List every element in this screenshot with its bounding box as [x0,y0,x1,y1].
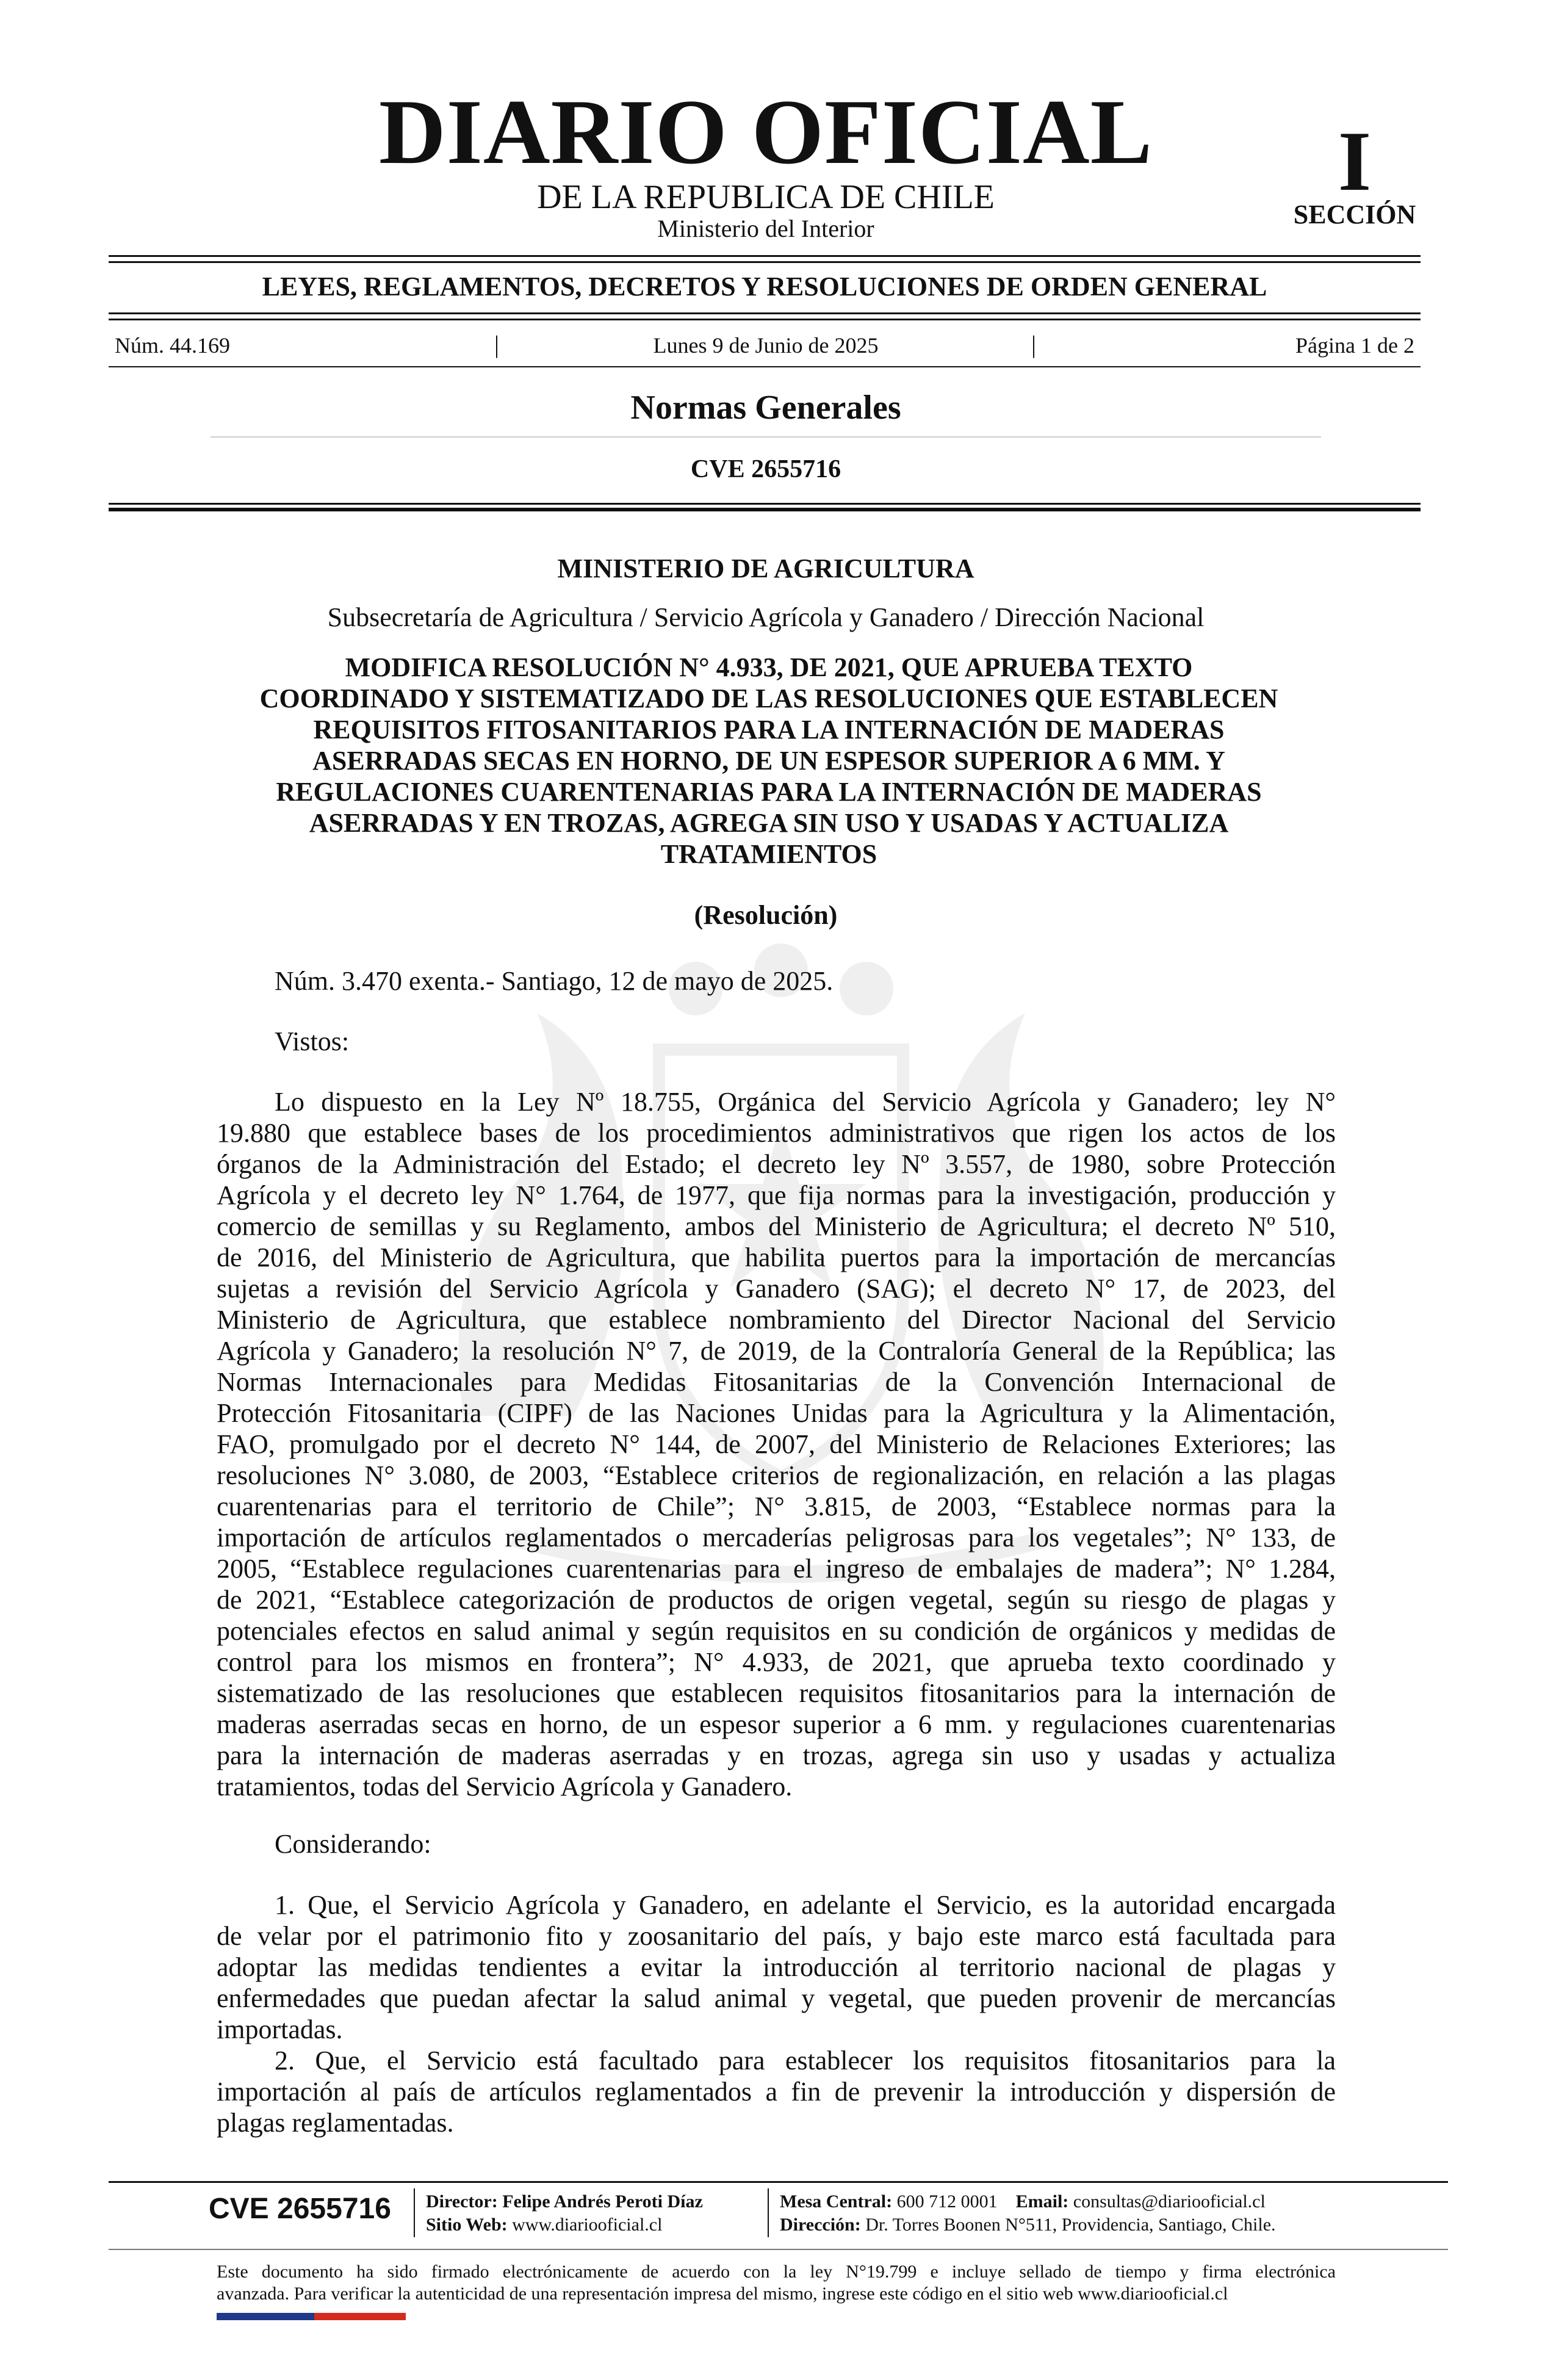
text-line: importación al país de artículos reglamentados a fin de prevenir la introducción y dispersión de [217,2077,1336,2107]
text-line: órganos de la Administración del Estado; el decreto ley Nº 3.557, de 1980, sobre Protección [217,1149,1336,1179]
considerando-2-paragraph [217,2045,1336,2138]
footer-address [780,2214,1276,2236]
banner-rule [109,312,1421,314]
disclaimer-line: Este documento ha sido firmado electrónicamente de acuerdo con la ley N°19.799 e incluye sellado de tiempo y firma electrónica [217,2262,1336,2282]
banner-heading: LEYES, REGLAMENTOS, DECRETOS Y RESOLUCIONES DE ORDEN GENERAL [262,272,1267,301]
cve-code: CVE 2655716 [690,455,841,483]
resolution-number: Núm. 3.470 exenta.- Santiago, 12 de mayo de 2025. [275,966,834,996]
text-line: Ministerio de Agricultura, que establece nombramiento del Director Nacional del Servicio [217,1305,1336,1335]
phone-label: Mesa Central: [780,2191,893,2212]
ministry-heading: MINISTERIO DE AGRICULTURA [557,554,974,583]
text-line: importadas. [217,2014,343,2044]
address-label: Dirección: [780,2215,861,2235]
resolution-label: (Resolución) [694,900,838,930]
category-heading: Normas Generales [630,389,901,427]
director-name: Felipe Andrés Peroti Díaz [502,2191,703,2212]
masthead-subtitle: DE LA REPUBLICA DE CHILE [537,178,995,216]
subsecretaria-line: Subsecretaría de Agricultura / Servicio Agrícola y Ganadero / Dirección Nacional [327,602,1205,632]
category-divider [211,436,1321,438]
text-line: maderas aserradas secas en horno, de un espesor superior a 6 mm. y regulaciones cuarentenarias [217,1709,1336,1739]
footer-director [426,2191,703,2213]
email-link[interactable]: consultas@diariooficial.cl [1073,2191,1266,2212]
footer-website [426,2214,662,2236]
footer-contact [780,2191,1266,2213]
text-line: sistematizado de las resoluciones que establecen requisitos fitosanitarios para la internación de [217,1678,1336,1708]
vistos-heading: Vistos: [275,1026,350,1056]
flag-stripe-blue [217,2313,314,2320]
issue-number: Núm. 44.169 [115,333,230,358]
website-label: Sitio Web: [426,2215,508,2235]
footer-rule [109,2181,1448,2183]
footer-divider [768,2188,769,2237]
issue-separator: | [1031,331,1037,358]
resolution-title [159,652,1379,870]
text-line: de 2021, “Establece categorización de productos de origen vegetal, según su riesgo de plagas y [217,1585,1336,1615]
considerando-1-paragraph [217,1889,1336,2045]
masthead-title: DIARIO OFICIAL [378,81,1153,183]
header-bottom-rule [109,503,1421,505]
issue-rule [109,366,1421,367]
text-line: Protección Fitosanitaria (CIPF) de las Naciones Unidas para la Agricultura y la Alimentación, [217,1398,1336,1428]
text-line: Agrícola y Ganadero; la resolución N° 7, de 2019, de la Contraloría General de la República; las [217,1336,1336,1366]
issue-separator: | [494,331,500,358]
page-indicator: Página 1 de 2 [1295,333,1414,358]
vistos-paragraph [217,1086,1336,1802]
text-line: comercio de semillas y su Reglamento, ambos del Ministerio de Agricultura; el decreto Nº 510, [217,1211,1336,1241]
text-line: cuarentenarias para el territorio de Chile”; N° 3.815, de 2003, “Establece normas para la [217,1491,1336,1521]
masthead-rule-top-double [109,261,1421,263]
text-line: Agrícola y el decreto ley N° 1.764, de 1977, que fija normas para la investigación, producción y [217,1180,1336,1210]
text-line: 2005, “Establece regulaciones cuarentenarias para el ingreso de embalajes de madera”; N° 1.284, [217,1554,1336,1584]
email-label: Email: [1015,2191,1069,2212]
flag-stripe-red [314,2313,406,2320]
address-value: Dr. Torres Boonen N°511, Providencia, Santiago, Chile. [865,2215,1276,2235]
title-line: ASERRADAS Y EN TROZAS, AGREGA SIN USO Y USADAS Y ACTUALIZA [309,808,1229,838]
text-line: resoluciones N° 3.080, de 2003, “Establece criterios de regionalización, en relación a las plagas [217,1460,1336,1490]
text-line: potenciales efectos en salud animal y según requisitos en su condición de orgánicos y medidas de [217,1616,1336,1646]
text-line: plagas reglamentadas. [217,2108,454,2138]
text-line: 2. Que, el Servicio está facultado para establecer los requisitos fitosanitarios para la [275,2046,1336,2075]
footer-rule-lower [109,2249,1448,2250]
text-line: de 2016, del Ministerio de Agricultura, que habilita puertos para la importación de mercancías [217,1242,1336,1272]
website-link[interactable]: www.diariooficial.cl [512,2215,663,2235]
text-line: 19.880 que establece bases de los procedimientos administrativos que rigen los actos de los [217,1118,1336,1148]
masthead-rule-top [109,255,1421,257]
title-line: REGULACIONES CUARENTENARIAS PARA LA INTERNACIÓN DE MADERAS [276,777,1262,807]
footer-cve-code: CVE 2655716 [209,2193,391,2225]
text-line: importación de artículos reglamentados o mercaderías peligrosas para los vegetales”; N° 133, de [217,1523,1336,1552]
title-line: REQUISITOS FITOSANITARIOS PARA LA INTERNACIÓN DE MADERAS [313,715,1225,745]
section-label: SECCIÓN [1293,200,1416,229]
footer-divider [414,2188,415,2237]
title-line: COORDINADO Y SISTEMATIZADO DE LAS RESOLUCIONES QUE ESTABLECEN [259,683,1278,713]
title-line: TRATAMIENTOS [660,839,877,869]
text-line: sujetas a revisión del Servicio Agrícola y Ganadero (SAG); el decreto N° 17, de 2023, del [217,1274,1336,1304]
text-line: adoptar las medidas tendientes a evitar la introducción al territorio nacional de plagas y [217,1952,1336,1982]
section-number: I [1338,114,1372,209]
director-label: Director: [426,2191,498,2212]
title-line: ASERRADAS SECAS EN HORNO, DE UN ESPESOR SUPERIOR A 6 MM. Y [312,746,1225,776]
phone-value: 600 712 0001 [896,2191,998,2212]
text-line: Normas Internacionales para Medidas Fitosanitarias de la Convención Internacional de [217,1367,1336,1397]
text-line: 1. Que, el Servicio Agrícola y Ganadero, en adelante el Servicio, es la autoridad encargada [275,1890,1336,1920]
disclaimer-line: avanzada. Para verificar la autenticidad de una representación impresa del mismo, ingrese este código en el sitio web www.diariooficial.cl [217,2284,1228,2304]
text-line: para la internación de maderas aserradas y en trozas, agrega sin uso y usadas y actualiza [217,1740,1336,1770]
footer-disclaimer [217,2261,1336,2305]
header-bottom-rule-thick [109,508,1421,511]
text-line: Lo dispuesto en la Ley Nº 18.755, Orgánica del Servicio Agrícola y Ganadero; ley N° [275,1087,1336,1117]
text-line: enfermedades que puedan afectar la salud animal y vegetal, que pueden provenir de mercancías [217,1983,1336,2013]
issue-date: Lunes 9 de Junio de 2025 [653,333,879,358]
text-line: de velar por el patrimonio fito y zoosanitario del país, y bajo este marco está facultada para [217,1921,1336,1951]
text-line: FAO, promulgado por el decreto N° 144, de 2007, del Ministerio de Relaciones Exteriores; las [217,1429,1336,1459]
title-line: MODIFICA RESOLUCIÓN N° 4.933, DE 2021, QUE APRUEBA TEXTO [345,652,1193,682]
text-line: tratamientos, todas del Servicio Agrícola y Ganadero. [217,1772,793,1801]
considerando-heading: Considerando: [275,1829,431,1859]
masthead-ministry: Ministerio del Interior [657,215,874,242]
text-line: control para los mismos en frontera”; N° 4.933, de 2021, que aprueba texto coordinado y [217,1647,1336,1677]
banner-rule-double [109,319,1421,320]
